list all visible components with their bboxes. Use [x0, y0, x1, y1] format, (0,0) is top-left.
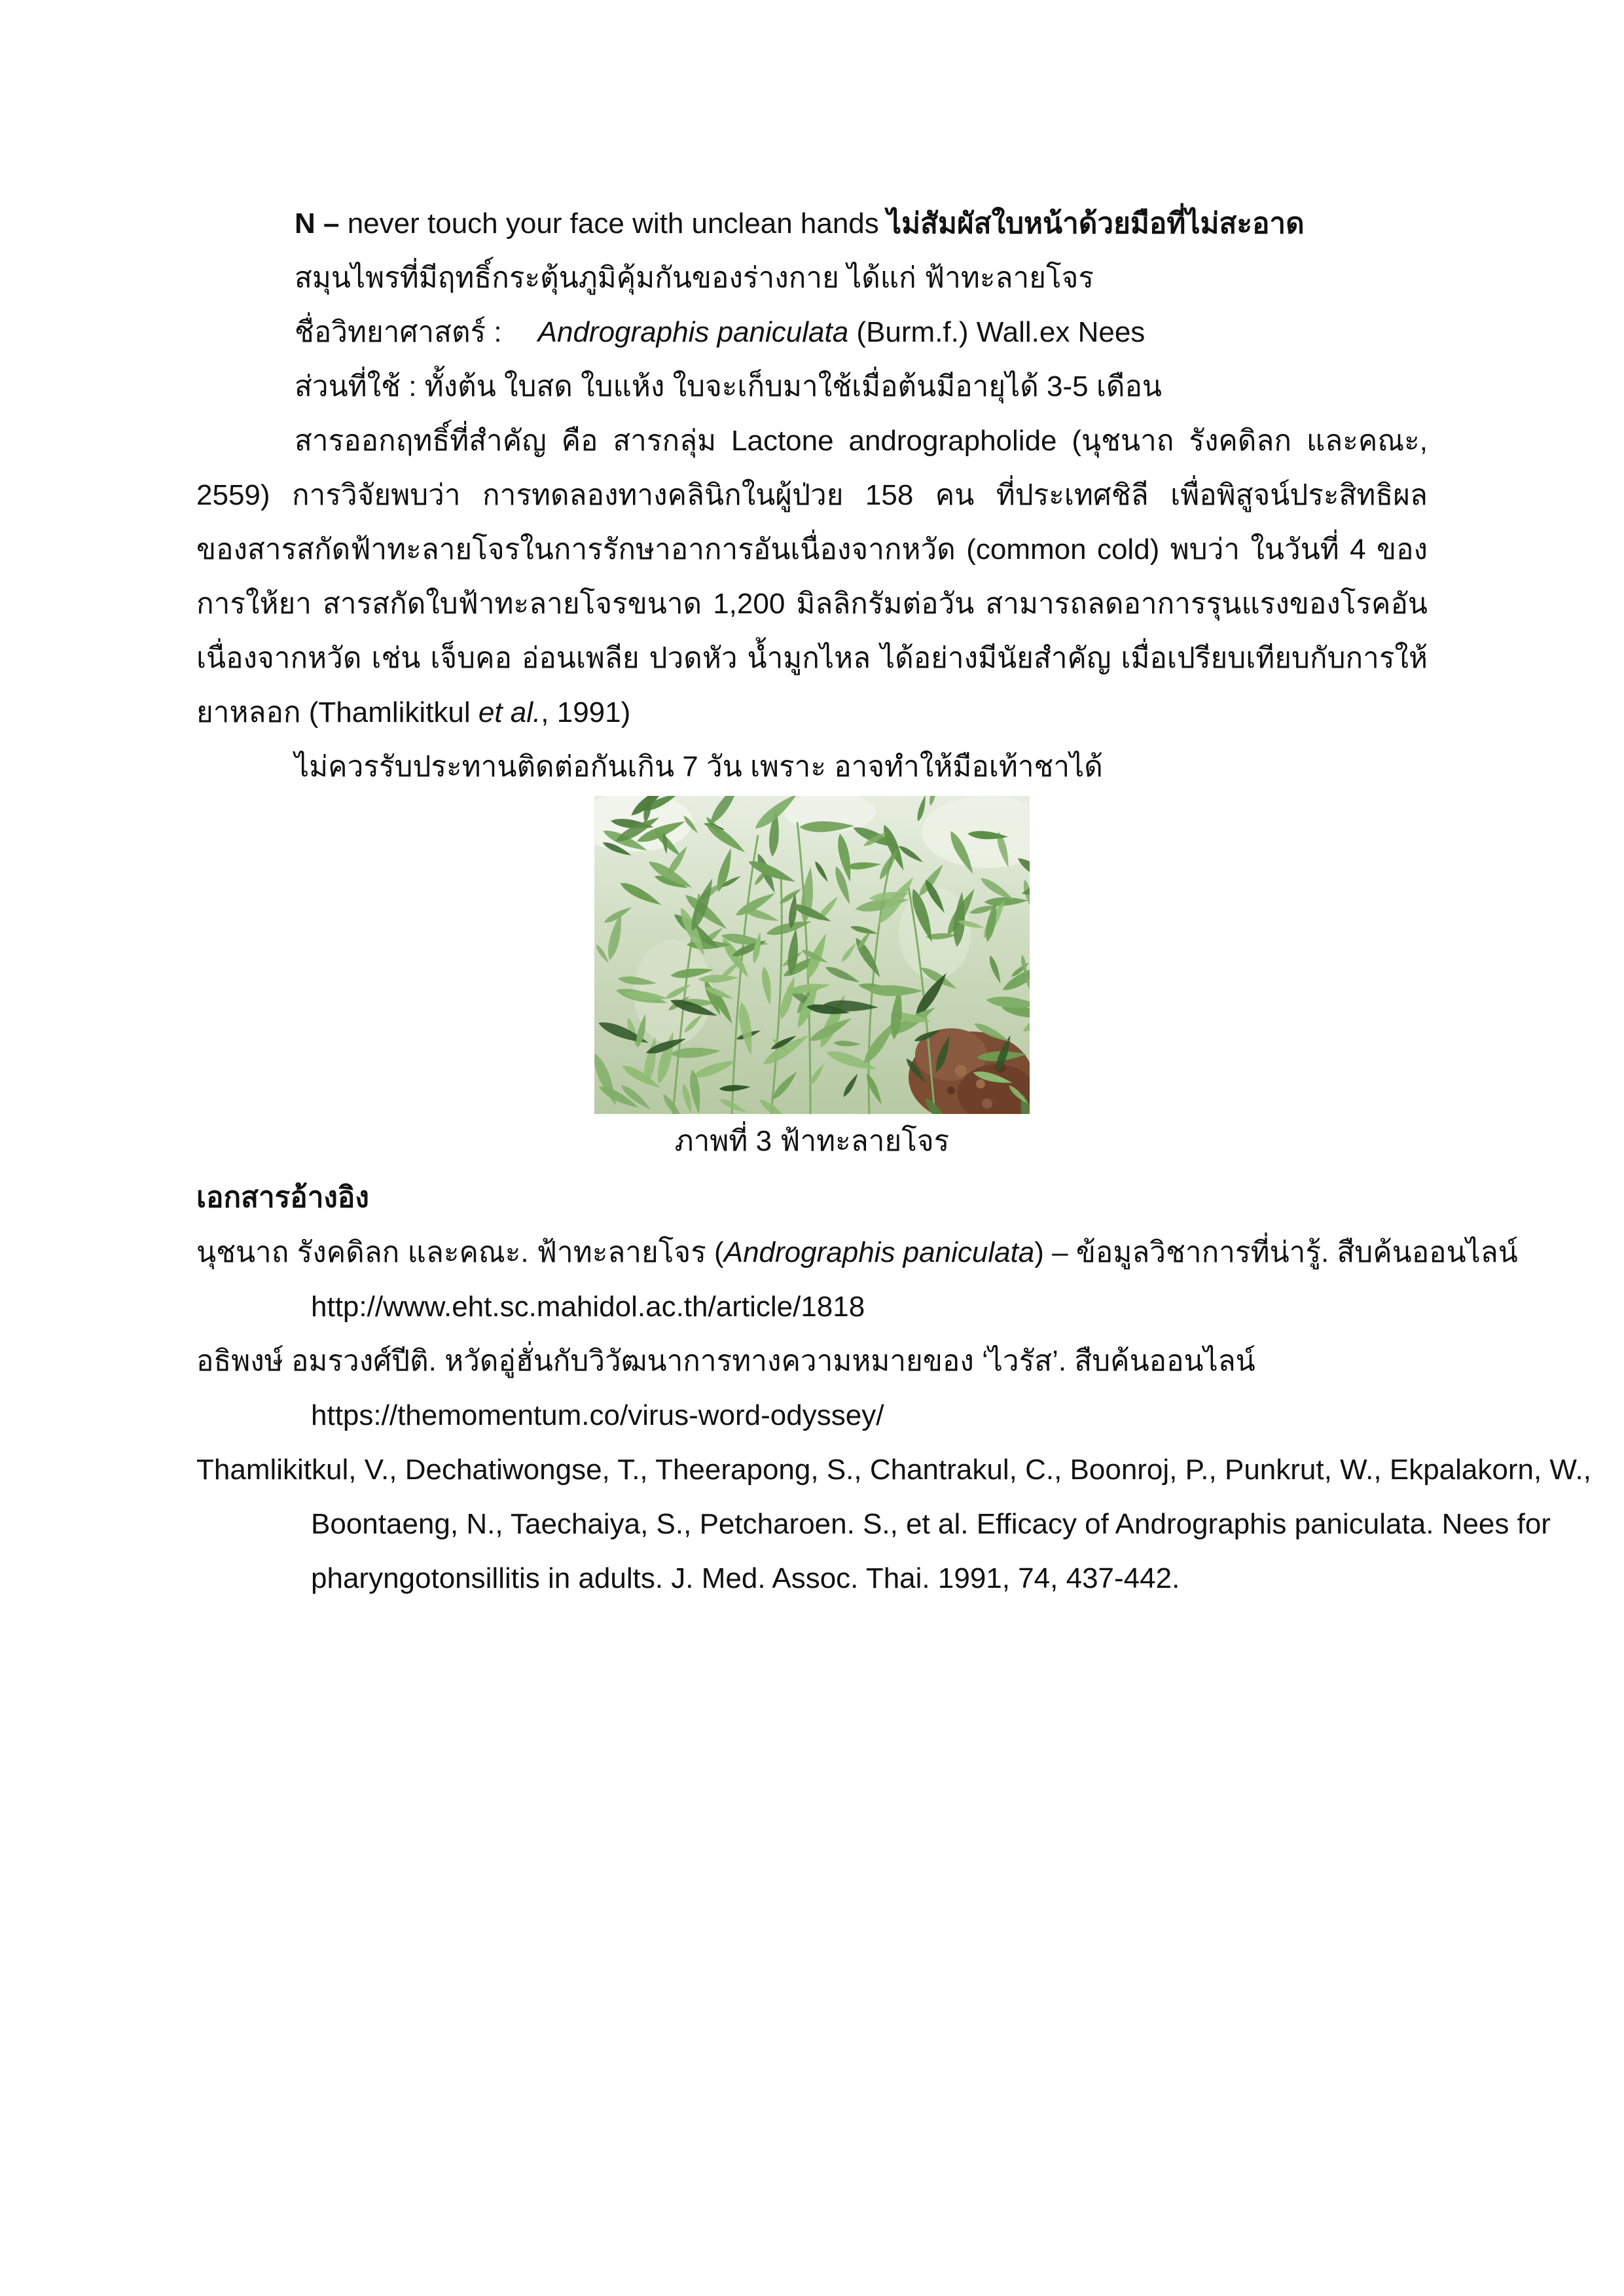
references-heading: เอกสารอ้างอิง	[196, 1181, 369, 1213]
references-list	[196, 1225, 1591, 1605]
line-parts-used: ส่วนที่ใช้ : ทั้งต้น ใบสด ใบแห้ง ใบจะเก็บมาใช้เมื่อต้นมีอายุได้ 3-5 เดือน	[295, 370, 1162, 403]
species-authority: (Burm.f.) Wall.ex Nees	[848, 316, 1146, 348]
ref1-species-italic: Andrographis paniculata	[723, 1236, 1035, 1268]
reference-item-2-line-1: อธิพงษ์ อมรวงศ์ปีติ. หวัดอู่ฮั่นกับวิวัฒนาการทางความหมายของ ‘ไวรัส’. สืบค้นออนไลน์	[196, 1345, 1255, 1377]
ref1-text-pre: นุชนาถ รังคดิลก และคณะ. ฟ้าทะลายโจร (	[196, 1236, 724, 1268]
scientific-name-label: ชื่อวิทยาศาสตร์ :	[295, 316, 502, 348]
paragraph-line-9: เนื่องจากหวัด เช่น เจ็บคอ อ่อนเพลีย ปวดหัว น้ำมูกไหล ได้อย่างมีนัยสำคัญ เมื่อเปรียบเทียบกับการให้	[196, 642, 1428, 674]
paragraph-line-5: สารออกฤทธิ์ที่สำคัญ คือ สารกลุ่ม Lactone andrographolide (นุชนาถ รังคดิลก และคณะ,	[295, 425, 1428, 457]
paragraph-line-10	[196, 685, 1428, 740]
reference-item-2-url: https://themomentum.co/virus-word-odyssey/	[311, 1399, 884, 1431]
rule-thai-text: ไม่สัมผัสใบหน้าด้วยมือที่ไม่สะอาด	[887, 207, 1305, 240]
reference-item-3-line-1: Thamlikitkul, V., Dechatiwongse, T., Theerapong, S., Chantrakul, C., Boonroj, P., Punkrut, W., Ekpalakorn, W.,	[196, 1454, 1591, 1486]
plant-photo-graphic	[594, 796, 1030, 1114]
figure-caption: ภาพที่ 3 ฟ้าทะลายโจร	[674, 1125, 950, 1157]
reference-item-1-line-1	[196, 1225, 1518, 1280]
paragraph-line-8: การให้ยา สารสกัดใบฟ้าทะลายโจรขนาด 1,200 มิลลิกรัมต่อวัน สามารถลดอาการรุนแรงของโรคอัน	[196, 588, 1428, 620]
line-herb-intro: สมุนไพรที่มีฤทธิ์กระตุ้นภูมิคุ้มกันของร่างกาย ได้แก่ ฟ้าทะลายโจร	[295, 262, 1094, 294]
citation-pre: ยาหลอก (Thamlikitkul	[196, 696, 478, 728]
ref1-text-post: ) – ข้อมูลวิชาการที่น่ารู้. สืบค้นออนไลน์	[1034, 1236, 1518, 1268]
paragraph-line-7: ของสารสกัดฟ้าทะลายโจรในการรักษาอาการอันเนื่องจากหวัด (common cold) พบว่า ในวันที่ 4 ของ	[196, 533, 1428, 565]
citation-post: , 1991)	[541, 696, 631, 728]
paragraph-line-6: 2559) การวิจัยพบว่า การทดลองทางคลินิกในผู้ป่วย 158 คน ที่ประเทศชิลี เพื่อพิสูจน์ประสิทธิผล	[196, 479, 1428, 511]
rule-english-text: never touch your face with unclean hands	[347, 207, 887, 240]
plant-photo	[594, 796, 1030, 1114]
rule-letter: N –	[295, 207, 348, 240]
line-scientific-name	[196, 305, 1428, 359]
reference-item-1-url: http://www.eht.sc.mahidol.ac.th/article/1818	[311, 1291, 865, 1323]
et-al-italic: et al.	[478, 696, 541, 728]
line-warning: ไม่ควรรับประทานติดต่อกันเกิน 7 วัน เพราะ อาจทำให้มือเท้าชาได้	[295, 751, 1103, 783]
reference-item-3-line-2: Boontaeng, N., Taechaiya, S., Petcharoen. S., et al. Efficacy of Andrographis paniculata. Nees for	[311, 1508, 1551, 1540]
reference-item-3-line-3: pharyngotonsillitis in adults. J. Med. Assoc. Thai. 1991, 74, 437-442.	[311, 1562, 1180, 1594]
species-name: Andrographis paniculata	[537, 316, 849, 348]
body-text	[196, 196, 1428, 794]
line-hygiene-rule	[196, 196, 1428, 251]
